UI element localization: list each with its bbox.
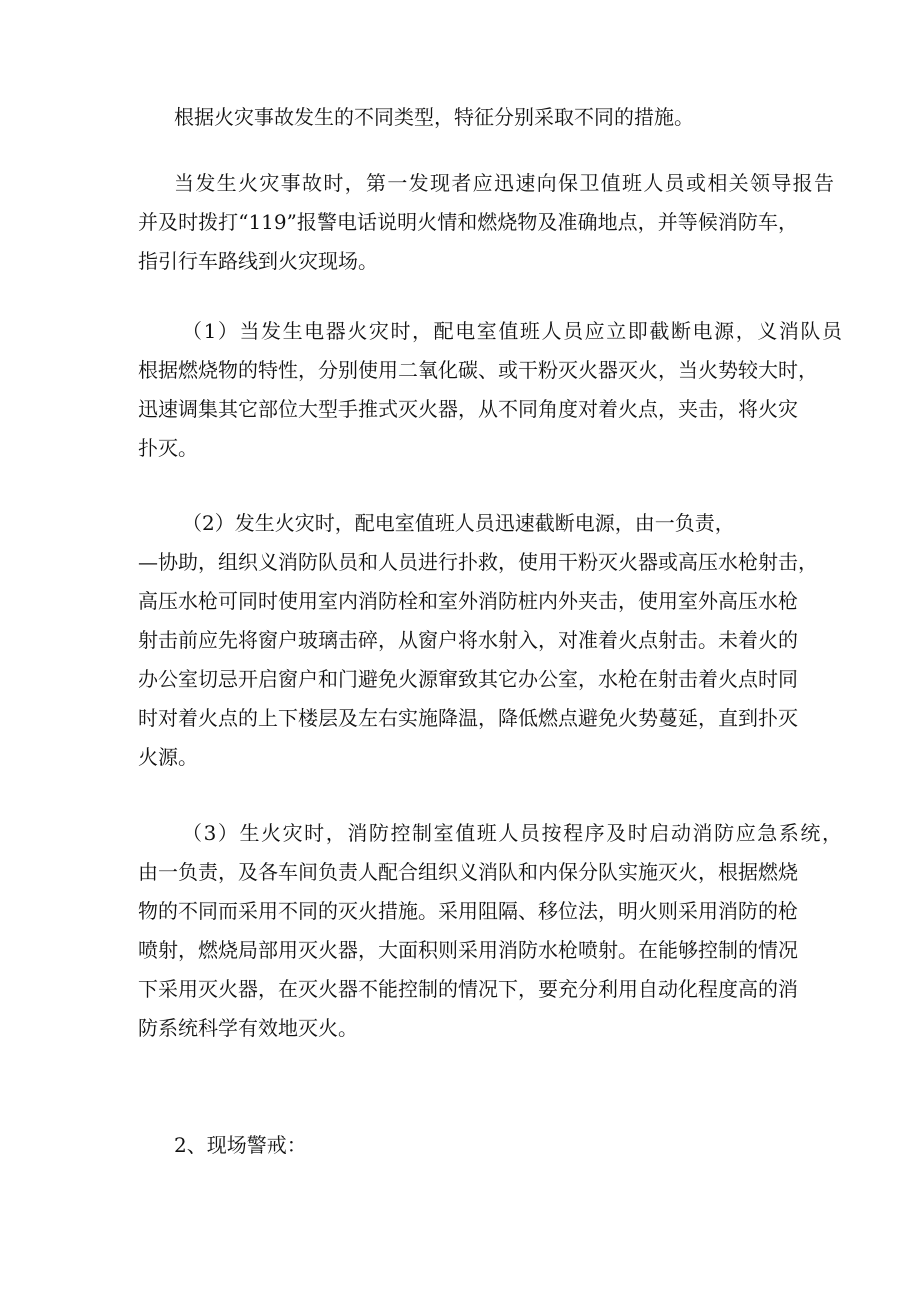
text-line: 由一负责，及各车间负责人配合组织义消队和内保分队实施灭火，根据燃烧 xyxy=(138,860,798,884)
text-line: 射击前应先将窗户玻璃击碎，从窗户将水射入，对准着火点射击。未着火的 xyxy=(138,628,798,652)
text-line: （2）发生火灾时，配电室值班人员迅速截断电源，由一负责， xyxy=(182,511,735,535)
text-line: 2、现场警戒： xyxy=(174,1133,307,1157)
text-line: —协助，组织义消防队员和人员进行扑救，使用干粉灭火器或高压水枪射击， xyxy=(138,550,818,574)
paragraph-fire-report xyxy=(138,164,834,281)
text-line: （1）当发生电器火灾时，配电室值班人员应立即截断电源，义消队员 xyxy=(182,319,842,343)
paragraph-intro xyxy=(138,98,798,137)
text-line: 指引行车路线到火灾现场。 xyxy=(138,249,378,273)
text-line: 物的不同而采用不同的灭火措施。采用阻隔、移位法，明火则采用消防的枪 xyxy=(138,899,798,923)
text-line: 下采用灭火器，在灭火器不能控制的情况下，要充分利用自动化程度高的消 xyxy=(138,977,798,1001)
text-line: 根据火灾事故发生的不同类型，特征分别采取不同的措施。 xyxy=(174,105,694,129)
text-line: 喷射，燃烧局部用灭火器，大面积则采用消防水枪喷射。在能够控制的情况 xyxy=(138,938,798,962)
section-heading-scene-cordon xyxy=(138,1126,798,1165)
text-line: 根据燃烧物的特性，分别使用二氧化碳、或干粉灭火器灭火，当火势较大时， xyxy=(138,358,818,382)
text-line: （3）生火灾时，消防控制室值班人员按程序及时启动消防应急系统， xyxy=(182,821,842,845)
text-line: 并及时拨打“119”报警电话说明火情和燃烧物及准确地点，并等候消防车， xyxy=(138,210,798,234)
paragraph-office-fire xyxy=(138,504,818,777)
text-line: 当发生火灾事故时，第一发现者应迅速向保卫值班人员或相关领导报告 xyxy=(174,171,834,195)
text-line: 办公室切忌开启窗户和门避免火源窜致其它办公室，水枪在射击着火点时同 xyxy=(138,667,798,691)
paragraph-control-room xyxy=(138,814,842,1048)
paragraph-electrical-fire xyxy=(138,312,842,468)
text-line: 扑灭。 xyxy=(138,436,198,460)
text-line: 时对着火点的上下楼层及左右实施降温，降低燃点避免火势蔓延，直到扑灭 xyxy=(138,706,798,730)
text-line: 防系统科学有效地灭火。 xyxy=(138,1016,358,1040)
text-line: 迅速调集其它部位大型手推式灭火器，从不同角度对着火点，夹击，将火灾 xyxy=(138,397,798,421)
text-line: 火源。 xyxy=(138,745,198,769)
text-line: 高压水枪可同时使用室内消防栓和室外消防桩内外夹击，使用室外高压水枪 xyxy=(138,589,798,613)
